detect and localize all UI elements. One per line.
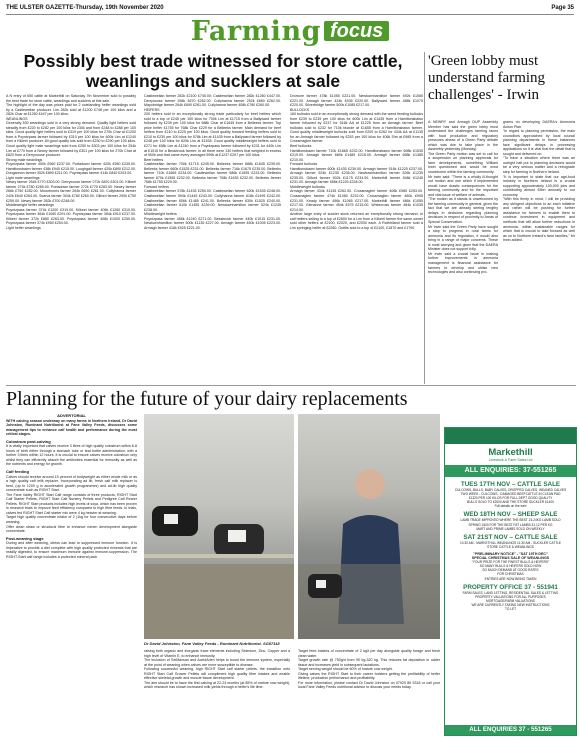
article3-p1: It is vitally important that calves receive 3 litres of high quality colostrum within 6-8 hours of birth either through a stomach tube or teat bottle administration, with a further 3 litres within 12 hours. It is crucial to ensure calves receive colostrum only whilst they can efficiently absorb the antibodies essential for immunity as well as the nutrients and energy for growth.	[6, 444, 137, 467]
ad-prelim: "PRELIMINARY NOTICE" - "SAT 19TH DEC"	[473, 551, 548, 556]
column-divider	[424, 52, 425, 384]
ad-logo: Markethill	[488, 447, 533, 458]
article3-intro: WITH calving season underway on many farms in Northern Ireland, Dr David Johnston, Ruminant Nutritionist at Fane Valley Feeds, discusses some management tips to enhance calf health and performance during the most critical stages.	[6, 418, 137, 437]
section-banner	[4, 17, 576, 47]
ad-top-bar	[445, 428, 576, 444]
banner-focus-box	[324, 21, 389, 41]
page-header	[6, 4, 574, 15]
article3-col1	[6, 414, 137, 732]
photo-scene	[144, 414, 294, 639]
ad-sale4-body: "YOUR PRIZE FOR THE FINEST BULLS & HEIFERS" SO MANY BULLS & HEIFERS SOLD NOW SO MUCH DEMAND AT GOOD RATES FOR CHRISTMAS ENTRIES ARE NOW BEING TAKEN	[471, 560, 550, 581]
newspaper-title: THE ULSTER GAZETTE-Thursday, 19th November 2020	[6, 5, 164, 11]
ad-sale2: WED 18TH NOV – SHEEP SALE	[463, 511, 558, 519]
ad-sale1: TUES 17TH NOV – CATTLE SALE	[460, 481, 561, 488]
ad-sale1-body: CULCOWS, BULLS, BABY CALVES, DROPPED CALVES, WEANED CALVES TWO WEEK - CULCOWS - DAMAGED BEEFCATTLE IN CLEAN PAD £1320 PER 100 KILOS FOR FULL DEPT GOOD QUALITY BULLS SOLD TO £2000 AND THE STORE SUCKLER £1400 Full details on the web	[454, 488, 567, 509]
article1-col2	[144, 94, 281, 384]
article1-col3-text: Dromore farmer 478k £1055 £221.00. Newtownhamilton farmer 492k £1085 £221.00. Armagh farmer 424k £935 £220.00. Ballyward farmer 488k £1075 £220.00. Silverbridge farmer 500k £1085 £217.00. BULLOCKS 160 bullocks sold in an exceptionally strong demand with the weed feeding bullocks from £239 to £239 per 100 kilos for 600k Lim at £1435 from a Hamiltonsbawn farmer followed by £237 for 516k AA at £1225 from an Armagh farmer. Beef bullocks sold to £232 for 710k blonde at £1655 from a Hamiltonsbawn farmer. Good quality middleweight bullocks sold from £200 to £262 for 434k AA at £1135 for an Armagh farmer followed by £253 per 100 kilos for 406k Sim at £985 from a Crossmaglen farmer. Beef bullocks Hamiltonsbawn farmer 710k £1665 £232.00. Hamiltonsbawn farmer 698k £1535 £219.00. Armagh farmer 680k £1485 £218.00. Armagh farmer 658k £1385 £210.00. Forward bullocks Hamiltonsbawn farmer 600k £1435 £239.00. Armagh farmer 516k £1225 £237.00. Armagh farmer 524k £1235 £236.00. Newtownhamilton farmer 526k £1235 £235.00. Gilford farmer 502k £1175 £234.00. Markethill farmer 548k £1245 £231.00. Armagh farmer 558k £1225 £228.00. Middleweight bullocks Armagh farmer 434k £1135 £262.00. Crossmaglen farmer 406k £985 £253.00. Crossmaglen farmer 474k £1080 £232.00. Crossmaglen farmer 480k £995 £231.00. Keady farmer 496k £1065 £217.00. Markethill farmer 486k £1055 £217.00. Glenanne farmer 454k £975 £215.00. Whitecross farmer 484k £1035 £214.00. Another large entry of suckler stock returned an exceptionally strong demand. In calf heifers selling to a top of £2800 for a Lim from a Kilkeel farmer the same owner sold other heifers at £2100, £2020, and £2000 each. A Rathfriland farmer sold a Lim springing heifer at £2260. Outfits sold to a top of £2100, £1870 and £1790.	[290, 94, 423, 230]
ad-enquiries: ALL ENQUIRIES 37 - 551265	[445, 725, 576, 735]
ad-logo-sub: Livestock & Farm Sales Ltd	[488, 458, 533, 462]
photo-person	[298, 414, 440, 639]
subheading-post-weaning: Post-weaning stage	[6, 535, 44, 541]
dairy-calves-photo	[144, 414, 294, 639]
article1-col2-text: Castlewellan farmer 282k £2100 £745.00; Castlewellan farmer 282k £1260 £447.00. Derrynoose farmer 258k £670 £262.00. Cullyhanna farmer 252k £660 £262.00. Mayobridge farmer 264k £690 £261.00. Cullyhanna farmer 408k £780 £260.00. HEIFERS 200 heifers sold in an exceptionally strong trade particularly for beef heifers which sold to a top of £245 per 100 kilos for 700k Lim at £1715 from a Ballyward farmer followed by £239 per 100 kilos for 688k Char at £1645 from a Belleeks farmer. Top price heifer £1755 for 768k Char £229 for a Belleeks farmer. Main demand for beef heifers from £210 to £225 per 100 kilos. Good quality forward feeding heifers sold to £210 to £230 per 100 kilos for 578k Lim at £1435 from a Ballyward farmer followed by £248 per 100 kilos for 620k Lim at £1535. Good quality middleweight heifers sold to £271 for 458k Lim at £1240 from a Poyntzpass farmer followed by £231 for 440k Lim at £1015 for a Bessbrook farmer. In all there were 130 heifers that weighed in excess of 500k and that came every averaged 599k at £1237 £207 per 100 kilos. Beef heifers Castlewellan farmer 700k £1715 £245.00. Belleeks farmer 688k £1645 £239.00. Belleeks farmer 660k £1525 £231.00. Belleeks farmer 716k £1675 £235.00. Belleeks farmer 710k £1665 £234.00. Castlewellan farmer 686k £1595 £233.00. Belleeks farmer 670k £1555 £232.00. Belleeks farmer 708k £1635 £232.00. Belleeks farmer 768k £1755 £229.00. Forward heifers Castlewellan farmer 578k £1435 £250.00. Castlewellan farmer 620k £1535 £248.00. Castlewellan farmer 594k £1445 £243.00. Cullyhanna farmer 618k £1495 £242.00. Castlewellan farmer 606k £1485 £241.00. Belleeks farmer 630k £1525 £240.00. Castlewellan farmer 610k £1455 £239.00. Newtownhamilton farmer 524k £1245 £238.00. Middleweight heifers Poyntzpass farmer 458k £1240 £271.00. Bessbrook farmer 440k £1015 £231.00. Newtownhamilton farmer 500k £1135 £227.00. Armagh farmer 450k £1005 £223.00. Armagh farmer 418k £925 £221.00.	[144, 94, 281, 230]
ad-phone: ALL ENQUIRIES: 37-551265	[445, 465, 576, 477]
article3-col3	[298, 649, 440, 733]
nutritionist-photo	[298, 414, 440, 639]
subheading-colostrum: Colostrum post-calving	[6, 438, 51, 444]
ad-logo-block	[445, 447, 576, 462]
ad-property-body: FARM SALES, LAND LETTING, RESIDENTIAL SALES & LETTING PROPERTY VALUATIONS FOR ALL PURPOSES MORTGAGE/FARM VALUATIONS WE ARE CURRENTLY TAKING NEW INSTRUCTIONS TO LET	[462, 590, 559, 611]
article2-col2-text: grams on developing DAERA's Ammonia Action Plan. "In regard to planning permission, the main councillors approached by local council planning departments in these instances face significant delays in processing applications so it is vital that the detail that is sought and delivered on. "To have a situation where there was an outright halt put to planning decisions would be a very serious matter and a retrograde step for farming in Northern Ireland. "It is important to state that our agri-food industry in Northern Ireland is a crucial supporting approximately 100,000 jobs and contributing almost £5bn annually to our economy. "With this firmly in mind, I will be providing any stringent objections to an each initiative and rather will be pushing for further assistance for farmers to enable them to continue investment in equipment and methods that will allow further reductions in ammonia, within sustainable ranges for which that is crucial to take forward as well as on to Northern Ireland's farm families," Mr Irwin added.	[503, 120, 575, 243]
article3-headline: Planning for the future of your dairy replacements	[6, 388, 408, 410]
article1-col1-text: A N entry of 650 cattle at Markethill on Saturday 7th November sold to possibly the best trade for store cattle, weanlings and sucklers at this sale. The highlight of the day was prices paid for 2 outstanding heifer weanlings sold by a Castlewellan producer. Lim 282k sold at £1200 £748 per 100 kilos and a 282k Char at £1260 £447 per 100 kilos. WEANLINGS Generally 530 weanlings sold in a very strong demand. Quality light heifers sold steadily from £220 to £282 per 100 kilos for 230k and from £248 to £288 per 100 kilos. Good quality light heifers sold to £319 per 100 kilos for 270k Char at £1200 from a Poyntzpass farmer followed by £310 per 100 kilos for 600k Lim at £1240 from a Kilkeel producer. All good quality lots sold from £230 to £290 per 100 kilos. Good quality light male weanlings sold from £250 to £303 per 100 kilos for 254k Lim at £770 from a Newry farmer followed by £301 per 100 kilos for 270k Char at £820 from a Derrynoose producer. Strong male weanlings Poyntzpass farmer 400k £960 £237.00. Portadown farmer 420k £950 £235.00. Hamiltonsbawn farmer 438k £940 £215.00. Loughgall farmer 420k £890 £212.00. Dungannon farmer 352k £890 £211.00. Poyntzpass farmer 414k £840 £203.00. Light male weanlings Newry farmer 254k £770 £303.00. Derrynoose farmer 272k £820 £301.00. Kilkeel farmer 274k £780 £285.00. Portadown farmer 272k £770 £283.00. Newry farmer 266k £750 £282.00. Mountnorris farmer 264k £690 £261.00. Cullyhanna farmer 242k £640 £264.00. Scarva farmer 304k £780 £260.00. Gilford farmer 290k £750 £259.00. Newry farmer 282k £700 £248.00. Middleweight heifer weanlings Poyntzpass farmer 374k £1200 £319.00. Kilkeel farmer 406k £1260 £310.00. Poyntzpass farmer 364k £1060 £291.00. Poyntzpass farmer 384k £910 £237.00. Kilkeel farmer 372k £880 £263.00. Poyntzpass farmer 408k £1000 £250.00. Poyntzpass farmer 374k £950 £254.00. Light heifer weanlings	[6, 94, 136, 230]
section-divider	[6, 385, 576, 386]
article3-mid-text: raising both organic and inorganic trace elements including Selenium, Zinc, Copper and a high level of Vitamin E, to enhance immunity. The inclusion of SelMaxsan and AceldArlen helps to boost the immune system, especially at the point of weaning when calves are more susceptible to disease. Following successful weaning, high RIGHT Start calf starter pellets, the transition onto RIGHT Start Calf Grower Pellets will compliment high quality fibre intakes and enable effective skeletal growth and muscle tissue development. The aim should be to have the first calving at 22-24 months (at 85% of mature cow weight), which research has shown increased milk yields through a heifer's life time.	[144, 649, 290, 690]
article1-col1	[6, 94, 136, 384]
article2-col1-text: A NEWRY and Armagh DUP Assembly Member has said the green lobby must understand the challenges farming faces with food production and regulatory pressures ahead of a Green Party debate which was due to take place in the Assembly yesterday (Monday). The Green Party motion was set to call for a suspension on planning approvals for farm developments, something William Irwin questioned and would be most unwelcome within the farming community. Mr Irwin said: "There is a wholly ill-thought out motion and one which if implemented would have drastic consequences for the farming community and for the important and vital issue of welfare of animals. "The motion as it stands is unwelcomed by the farming community in general, given the fact that we are already seeing lengthy delays in decisions regarding planning decisions in respect of proximity to Areas of Special Conservation. Mr Irwin said the Green Party have sought a stop to progress in rural farms for ammonia and its regulation, it would also bring in a range of major concerns. These is most worrying and given that the DAERA Minister does not support fully. Mr Irwin said a crucial issue in making further improvements in ammonia management is financial assistance for farmers to develop and utilise new technologies and also continuing pro-	[428, 120, 498, 275]
advertorial-label: ADVERTORIAL	[57, 414, 86, 418]
markethill-advert	[444, 427, 577, 736]
article3-p3: During and after weaning, stress can lead to suppressed immune function. It is imperative to provide a diet complete with high quality protected minerals that are readily digested, to ensure maximum immune against immune-suppression. The RIGHT-Start calf range includes a protected mineral pack	[6, 541, 137, 559]
article1-col3	[290, 94, 423, 384]
photo-caption: Dr David Johnston, Fane Valley Feeds - Ruminant Nutritionist. SG87118	[144, 641, 280, 646]
article2-col1	[428, 120, 498, 378]
ad-sale3: SAT 21ST NOV – CATTLE SALE	[463, 533, 558, 541]
article3-p2: Calves should receive around 15 percent of bodyweight as either whole milk or as a high quality calf milk replacer. Incorporating ad lib, fresh calf milk replacer is best, (up to 1200 g in accelerated growth programmes) and ad-lib high quality concentrate such as RIGHT Start. The Fane Valley RIGHT Start Calf range consists of three products, RIGHT Start Calf Starter Pellets, RIGHT Start Calf Nursery Pellets and Pedigree Calf Rearer Pellets. RIGHT Start products includes high levels of soya, which has been proven in research trials to improve feed efficiency compared to high fibre feeds. In trials, calves fed RIGHT Start Calf starter mix were 4 kg heavier at weaning. Target high quality concentrate intake of 2 (1kg for four consecutive days before weaning. Offer clean straw or structural fibre to enhance rumen development alongside concentrate.	[6, 474, 137, 534]
ad-sale3-body: 10.30 AM - MARKETHILL WEANLINGS 11.30 AM - SUCKLER CATTLE STORE CATTLE & WEANLINGS	[459, 540, 562, 549]
ad-sale2-body: LAMB TRADE IMPROVED WHERE THE BEST 23-24KG LAMB SOLD SPRING 1500 FOR THE BEST FAT LAMBS £1.12 PER KG MART AND PRIME LAMBS SOLD ON WEEKLY	[460, 518, 561, 531]
banner-focus: focus	[329, 20, 384, 42]
article2-col2	[503, 120, 575, 378]
article1-headline: Possibly best trade witnessed for store cattle, weanlings and sucklers at sale	[23, 51, 403, 91]
article3-col2	[144, 649, 290, 733]
subheading-calf-feeding: Calf feeding	[6, 469, 29, 475]
ad-special: SPECIAL CHRISTMAS SALE OF WEANLINGS	[471, 556, 550, 561]
article3-right-text: Target feed intakes of concentrate of 2 kg/t per day alongside quality forage and fresh clean water. Target growth rate @ 750g/d from 90 kg-320 kg. This reduces fat deposition in udder tissue and increases yield in subsequent lactations. Target serving weight should be 60% of mature cow weight. Giving calves the RIGHT Start to their career bolsters getting the profitability of heifer lifetime, production performance and profitability. For more information, please contact Dr David Johnston on 07929 86 5318 or call your local Fane Valley Feeds nutritional advisor to discuss your needs today.	[298, 649, 440, 690]
article2-headline: 'Green lobby must understand farming challenges' - Irwin	[428, 53, 546, 103]
page-number: Page 35	[551, 5, 574, 11]
ad-property: PROPERTY OFFICE 37 - 551941	[463, 583, 558, 591]
banner-farming: Farming	[190, 16, 321, 47]
